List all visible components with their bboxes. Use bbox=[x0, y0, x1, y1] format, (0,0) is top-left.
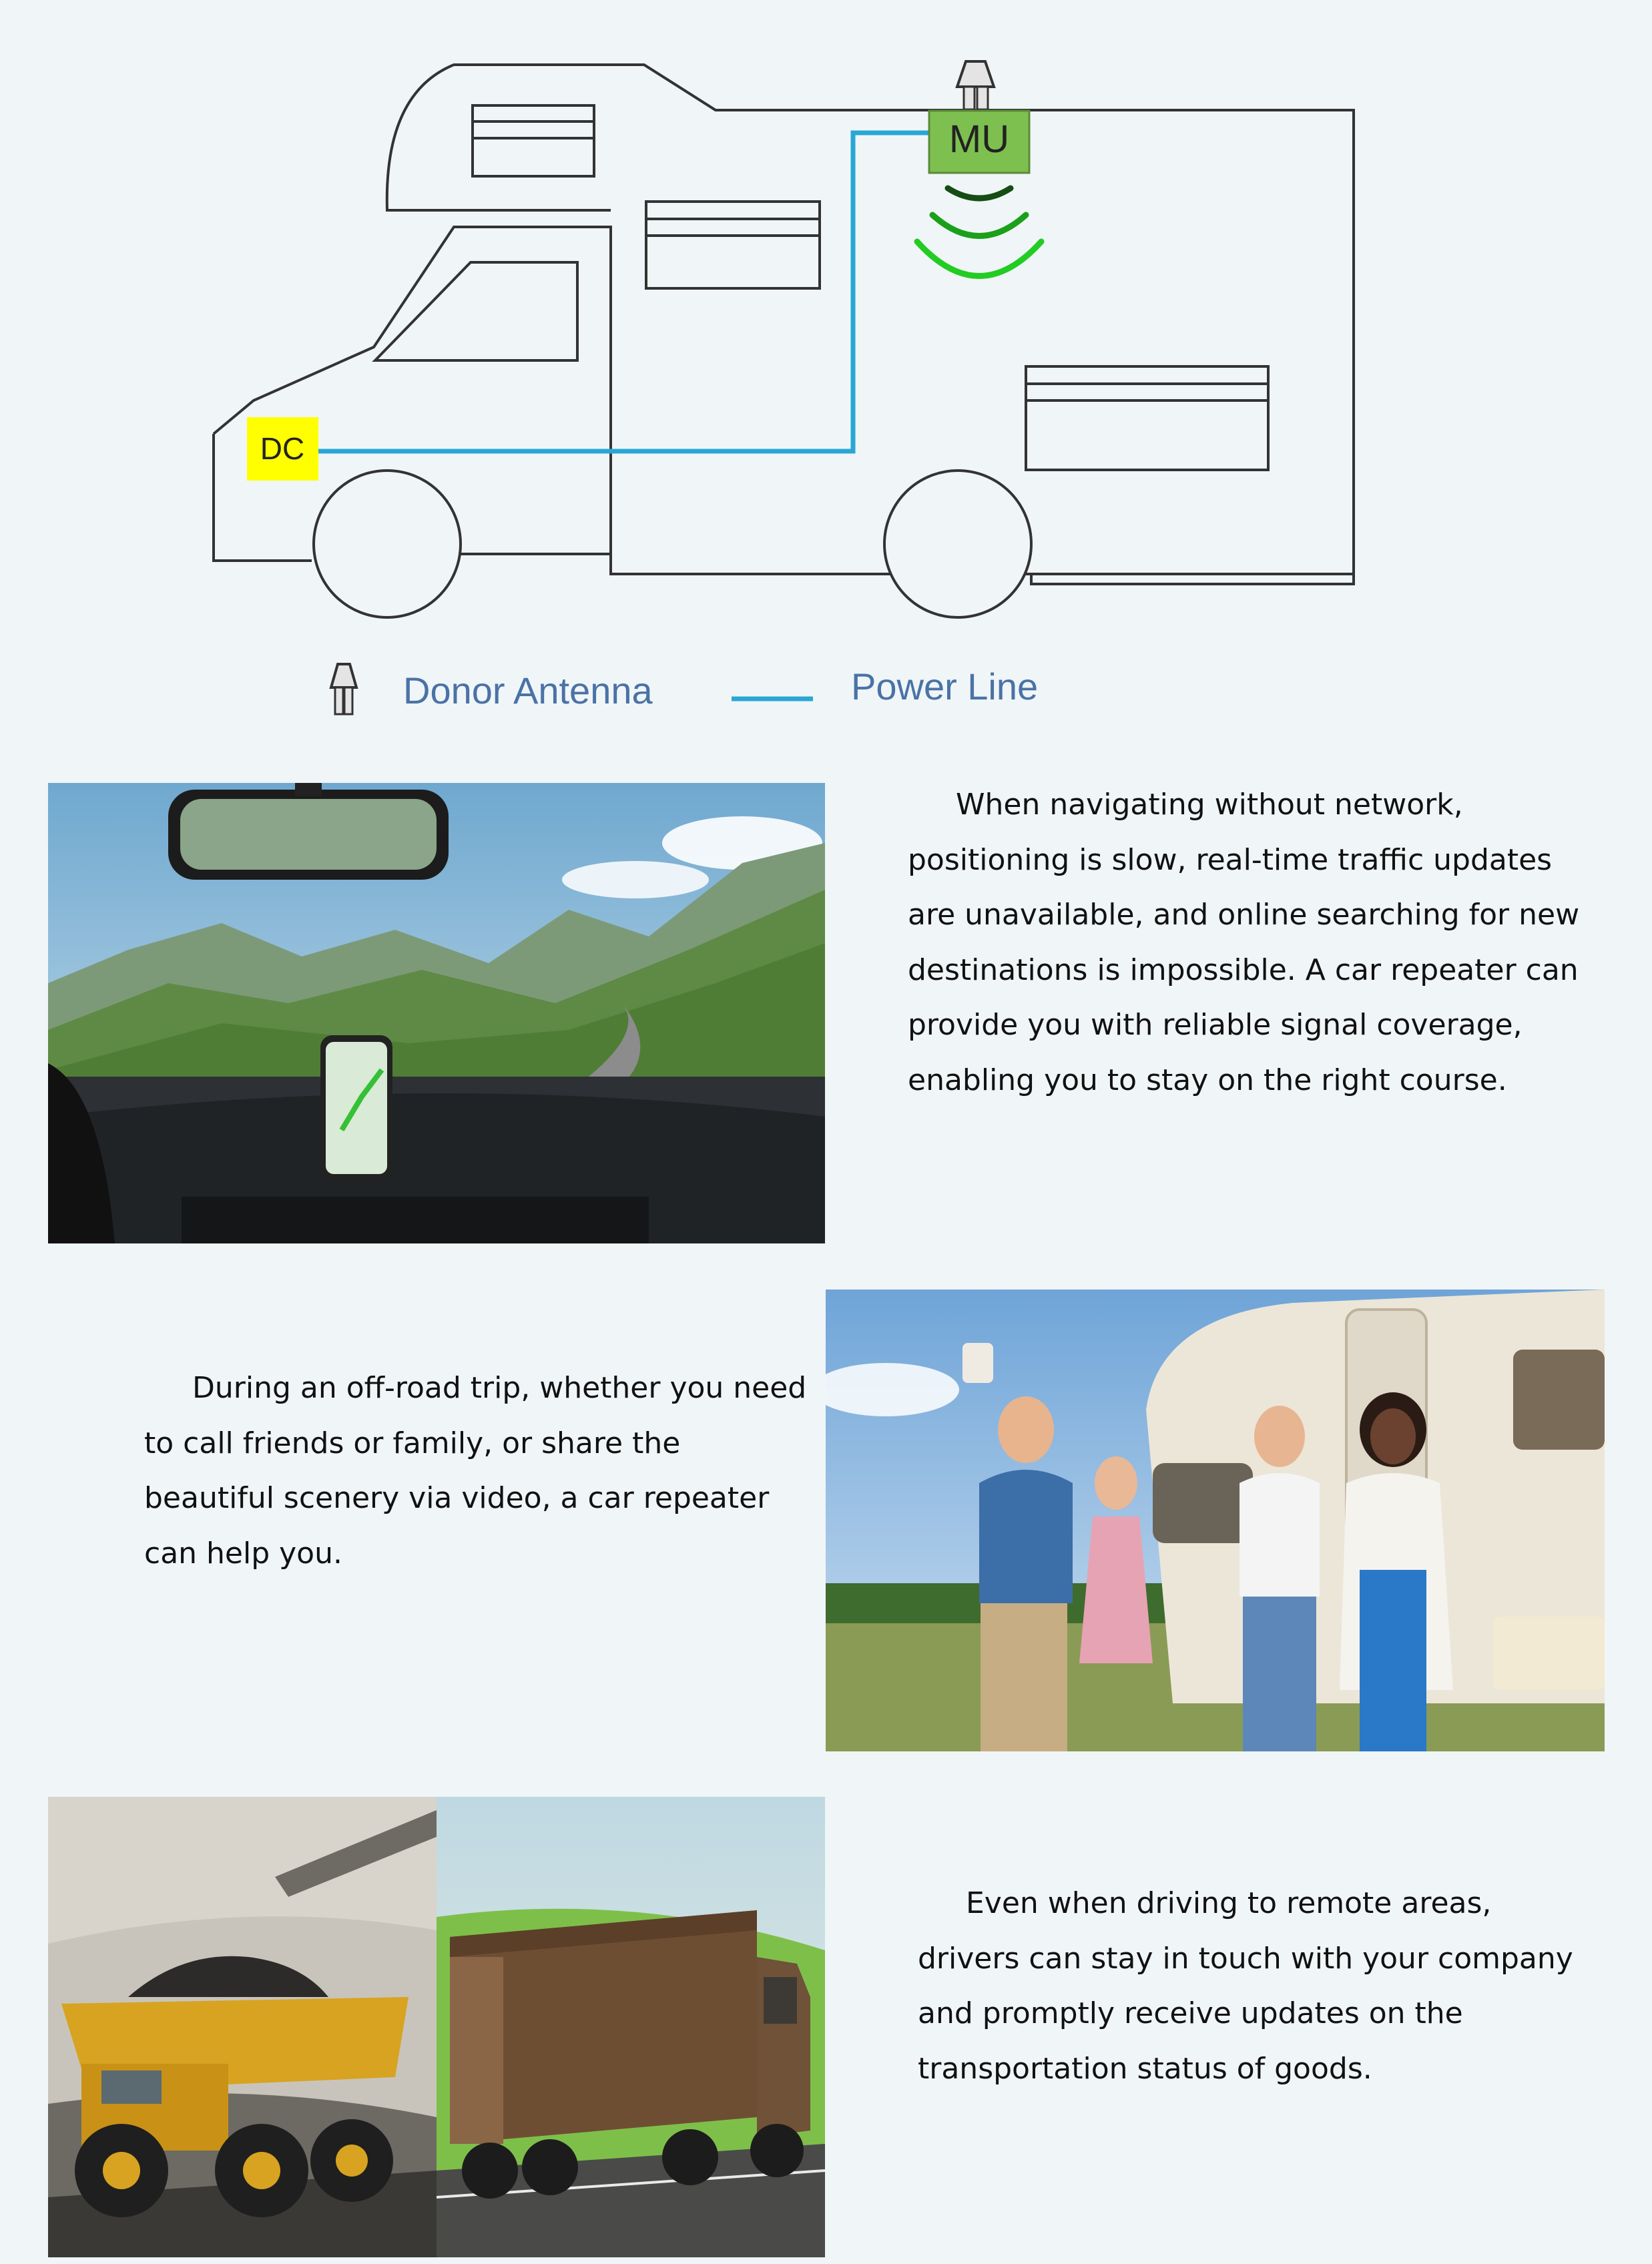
car-navigation-photo bbox=[48, 783, 825, 1243]
signal-waves-icon bbox=[917, 188, 1041, 276]
mu-label: MU bbox=[948, 117, 1010, 161]
front-wheel bbox=[314, 471, 461, 617]
mining-truck-photo bbox=[48, 1797, 437, 2257]
legend-antenna-icon bbox=[331, 664, 356, 714]
power-line bbox=[316, 133, 929, 451]
friends-camper-photo bbox=[826, 1290, 1605, 1751]
rv-repeater-diagram bbox=[0, 0, 1652, 748]
rear-wheel bbox=[884, 471, 1031, 617]
legend-power-label: Power Line bbox=[851, 665, 1039, 708]
donor-antenna-icon bbox=[957, 61, 994, 109]
legend-antenna-label: Donor Antenna bbox=[403, 669, 653, 712]
navigation-paragraph: When navigating without network, positioning is slow, real-time traffic updates are unavailable, and online searching for new destinations is impossible. A car repeater can provide you with reliable signal coverage, enabling you to stay on the right course. bbox=[908, 788, 1580, 1097]
dc-label: DC bbox=[260, 431, 305, 466]
off-road-paragraph: During an off-road trip, whether you need to call friends or family, or share the beautiful scenery via video, a car repeater can help you. bbox=[144, 1371, 807, 1571]
remote-areas-paragraph: Even when driving to remote areas, drivers can stay in touch with your company and promptly receive updates on the transportation status of goods. bbox=[918, 1886, 1573, 2086]
cargo-truck-photo bbox=[437, 1797, 825, 2257]
rv-outline-drawing bbox=[0, 0, 1652, 748]
